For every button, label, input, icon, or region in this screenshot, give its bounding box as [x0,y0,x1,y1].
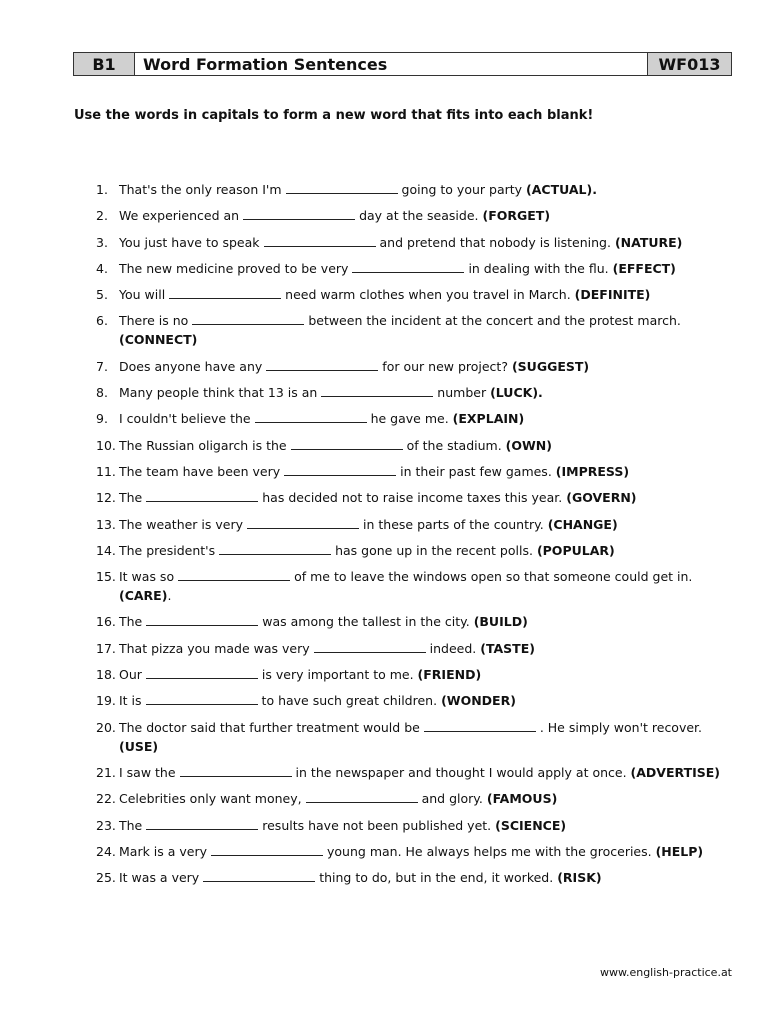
sentence-before: I couldn't believe the [119,411,251,427]
item-number: 16. [96,614,116,630]
item-sentence [119,206,736,225]
sentence-after: of me to leave the windows open so that someone could get in. [294,569,693,585]
item-number: 19. [96,693,116,709]
sentence-after: . He simply won't recover. [539,719,703,735]
answer-blank[interactable] [219,543,331,555]
answer-blank[interactable] [286,182,398,194]
item-sentence [119,311,736,349]
sentence-after: need warm clothes when you travel in March. [285,287,571,303]
sentence-after: and glory. [421,791,483,807]
item-sentence [119,259,736,278]
keyword: (HELP) [655,843,704,859]
item-sentence [119,285,736,304]
item-number: 7. [96,358,108,374]
sentence-before: There is no [119,313,189,329]
level-badge: B1 [74,53,135,75]
keyword: (POPULAR) [536,542,615,558]
sentence-before: We experienced an [119,208,240,224]
item-sentence [119,842,736,861]
keyword: (FRIEND) [417,667,482,683]
sentence-before: You will [119,287,166,303]
sentence-before: You just have to speak [119,234,260,250]
exercise-item [96,639,736,658]
item-number: 11. [96,463,116,479]
sentence-after: in these parts of the country. [363,516,544,532]
sentence-before: Mark is a very [119,843,208,859]
item-sentence [119,462,736,481]
answer-blank[interactable] [192,313,304,325]
worksheet-title: Word Formation Sentences [143,54,388,74]
exercise-item [96,233,736,252]
item-number: 17. [96,640,116,656]
item-number: 4. [96,260,108,276]
item-sentence [119,409,736,428]
item-number: 13. [96,516,116,532]
keyword: (USE) [119,738,159,754]
sentence-after: indeed. [429,640,477,656]
item-sentence [119,718,736,756]
item-number: 24. [96,843,116,859]
sentence-after: number [437,385,487,401]
item-sentence [119,515,736,534]
keyword: (WONDER) [441,693,516,709]
sentence-after: in the newspaper and thought I would apply at once. [295,764,627,780]
sentence-after: for our new project? [382,358,508,374]
answer-blank[interactable] [255,411,367,423]
item-sentence [119,816,736,835]
worksheet-code: WF013 [647,53,731,75]
keyword: (DEFINITE) [574,287,651,303]
exercise-item [96,285,736,304]
answer-blank[interactable] [266,359,378,371]
sentence-before: The [119,614,143,630]
sentence-after: is very important to me. [261,667,414,683]
keyword: (EXPLAIN) [452,411,525,427]
sentence-before: The doctor said that further treatment would be [119,719,420,735]
exercise-item [96,311,736,349]
exercise-item [96,409,736,428]
item-number: 14. [96,542,116,558]
item-number: 1. [96,182,108,197]
answer-blank[interactable] [264,235,376,247]
sentence-after: day at the seaside. [359,208,479,224]
item-number: 5. [96,287,108,303]
sentence-before: The weather is very [119,516,244,532]
sentence-before: Our [119,667,142,683]
sentence-before: That's the only reason I'm [119,182,282,197]
exercise-item [96,357,736,376]
exercise-item [96,259,736,278]
sentence-after: thing to do, but in the end, it worked. [319,870,554,886]
exercise-item [96,488,736,507]
exercise-list [96,180,736,894]
exercise-item [96,816,736,835]
keyword: (FAMOUS) [486,791,558,807]
keyword: (CHANGE) [547,516,618,532]
sentence-before: Celebrities only want money, [119,791,302,807]
keyword: (IMPRESS) [555,463,630,479]
sentence-after: he gave me. [370,411,449,427]
sentence-after: was among the tallest in the city. [262,614,470,630]
sentence-before: The team have been very [119,463,281,479]
item-number: 18. [96,667,116,683]
sentence-end: . [167,588,172,604]
item-sentence [119,180,736,199]
keyword: (EFFECT) [612,260,676,276]
item-sentence [119,639,736,658]
item-sentence [119,691,736,710]
sentence-before: The Russian oligarch is the [119,437,287,453]
answer-blank[interactable] [211,844,323,856]
keyword: (OWN) [505,437,552,453]
keyword: (NATURE) [614,234,683,250]
sentence-after: between the incident at the concert and the protest march. [308,313,681,329]
item-number: 15. [96,569,116,585]
sentence-after: results have not been published yet. [262,817,492,833]
keyword: (CARE) [119,588,168,604]
exercise-item [96,180,736,199]
keyword: (BUILD) [473,614,528,630]
sentence-after: young man. He always helps me with the groceries. [327,843,652,859]
keyword: (ADVERTISE) [630,764,721,780]
answer-blank[interactable] [169,287,281,299]
item-sentence [119,763,736,782]
answer-blank[interactable] [178,569,290,581]
answer-blank[interactable] [146,614,258,626]
sentence-after: has decided not to raise income taxes this year. [262,490,563,506]
answer-blank[interactable] [146,693,258,705]
answer-blank[interactable] [314,641,426,653]
answer-blank[interactable] [243,208,355,220]
exercise-item [96,206,736,225]
answer-blank[interactable] [291,438,403,450]
item-number: 9. [96,411,108,427]
answer-blank[interactable] [146,667,258,679]
exercise-item [96,567,736,605]
sentence-after: to have such great children. [261,693,438,709]
sentence-after: in dealing with the flu. [468,260,609,276]
item-number: 10. [96,437,116,453]
keyword: (SCIENCE) [495,817,567,833]
sentence-before: It is [119,693,142,709]
item-number: 20. [96,719,116,735]
sentence-before: The [119,490,143,506]
item-number: 12. [96,490,116,506]
answer-blank[interactable] [180,765,292,777]
keyword: (TASTE) [480,640,535,656]
sentence-before: The [119,817,143,833]
item-sentence [119,789,736,808]
sentence-after: has gone up in the recent polls. [335,542,533,558]
item-number: 25. [96,870,116,886]
sentence-before: Does anyone have any [119,358,263,374]
exercise-item [96,842,736,861]
item-number: 22. [96,791,116,807]
instructions: Use the words in capitals to form a new word that fits into each blank! [74,108,594,123]
keyword: (FORGET) [482,208,551,224]
answer-blank[interactable] [284,464,396,476]
exercise-item [96,763,736,782]
item-number: 3. [96,234,108,250]
item-sentence [119,612,736,631]
exercise-item [96,789,736,808]
sentence-before: It was so [119,569,175,585]
sentence-before: The president's [119,542,216,558]
keyword: (CONNECT) [119,332,198,348]
item-sentence [119,541,736,560]
answer-blank[interactable] [352,261,464,273]
answer-blank[interactable] [424,720,536,732]
item-sentence [119,233,736,252]
exercise-item [96,868,736,887]
answer-blank[interactable] [321,385,433,397]
item-sentence [119,488,736,507]
answer-blank[interactable] [306,791,418,803]
item-number: 8. [96,385,108,401]
item-sentence [119,868,736,887]
sentence-after: of the stadium. [406,437,502,453]
exercise-item [96,612,736,631]
item-sentence [119,436,736,455]
item-number: 2. [96,208,108,224]
sentence-after: in their past few games. [400,463,552,479]
sentence-before: I saw the [119,764,176,780]
keyword: (GOVERN) [566,490,637,506]
sentence-after: and pretend that nobody is listening. [379,234,611,250]
exercise-item [96,436,736,455]
exercise-item [96,691,736,710]
item-number: 23. [96,817,116,833]
answer-blank[interactable] [146,490,258,502]
answer-blank[interactable] [247,517,359,529]
exercise-item [96,541,736,560]
exercise-item [96,515,736,534]
sentence-after: going to your party [401,182,523,197]
exercise-item [96,665,736,684]
worksheet-header [73,52,732,76]
sentence-before: It was a very [119,870,200,886]
sentence-before: That pizza you made was very [119,640,310,656]
answer-blank[interactable] [203,870,315,882]
item-number: 21. [96,764,116,780]
item-sentence [119,665,736,684]
keyword: (ACTUAL). [526,182,597,197]
keyword: (SUGGEST) [511,358,590,374]
item-sentence [119,383,736,402]
keyword: (LUCK). [490,385,543,401]
item-sentence [119,567,736,605]
keyword: (RISK) [557,870,602,886]
exercise-item [96,718,736,756]
item-sentence [119,357,736,376]
item-number: 6. [96,313,108,329]
answer-blank[interactable] [146,818,258,830]
footer-url: www.english-practice.at [599,966,732,979]
sentence-before: The new medicine proved to be very [119,260,349,276]
sentence-before: Many people think that 13 is an [119,385,318,401]
exercise-item [96,383,736,402]
exercise-item [96,462,736,481]
